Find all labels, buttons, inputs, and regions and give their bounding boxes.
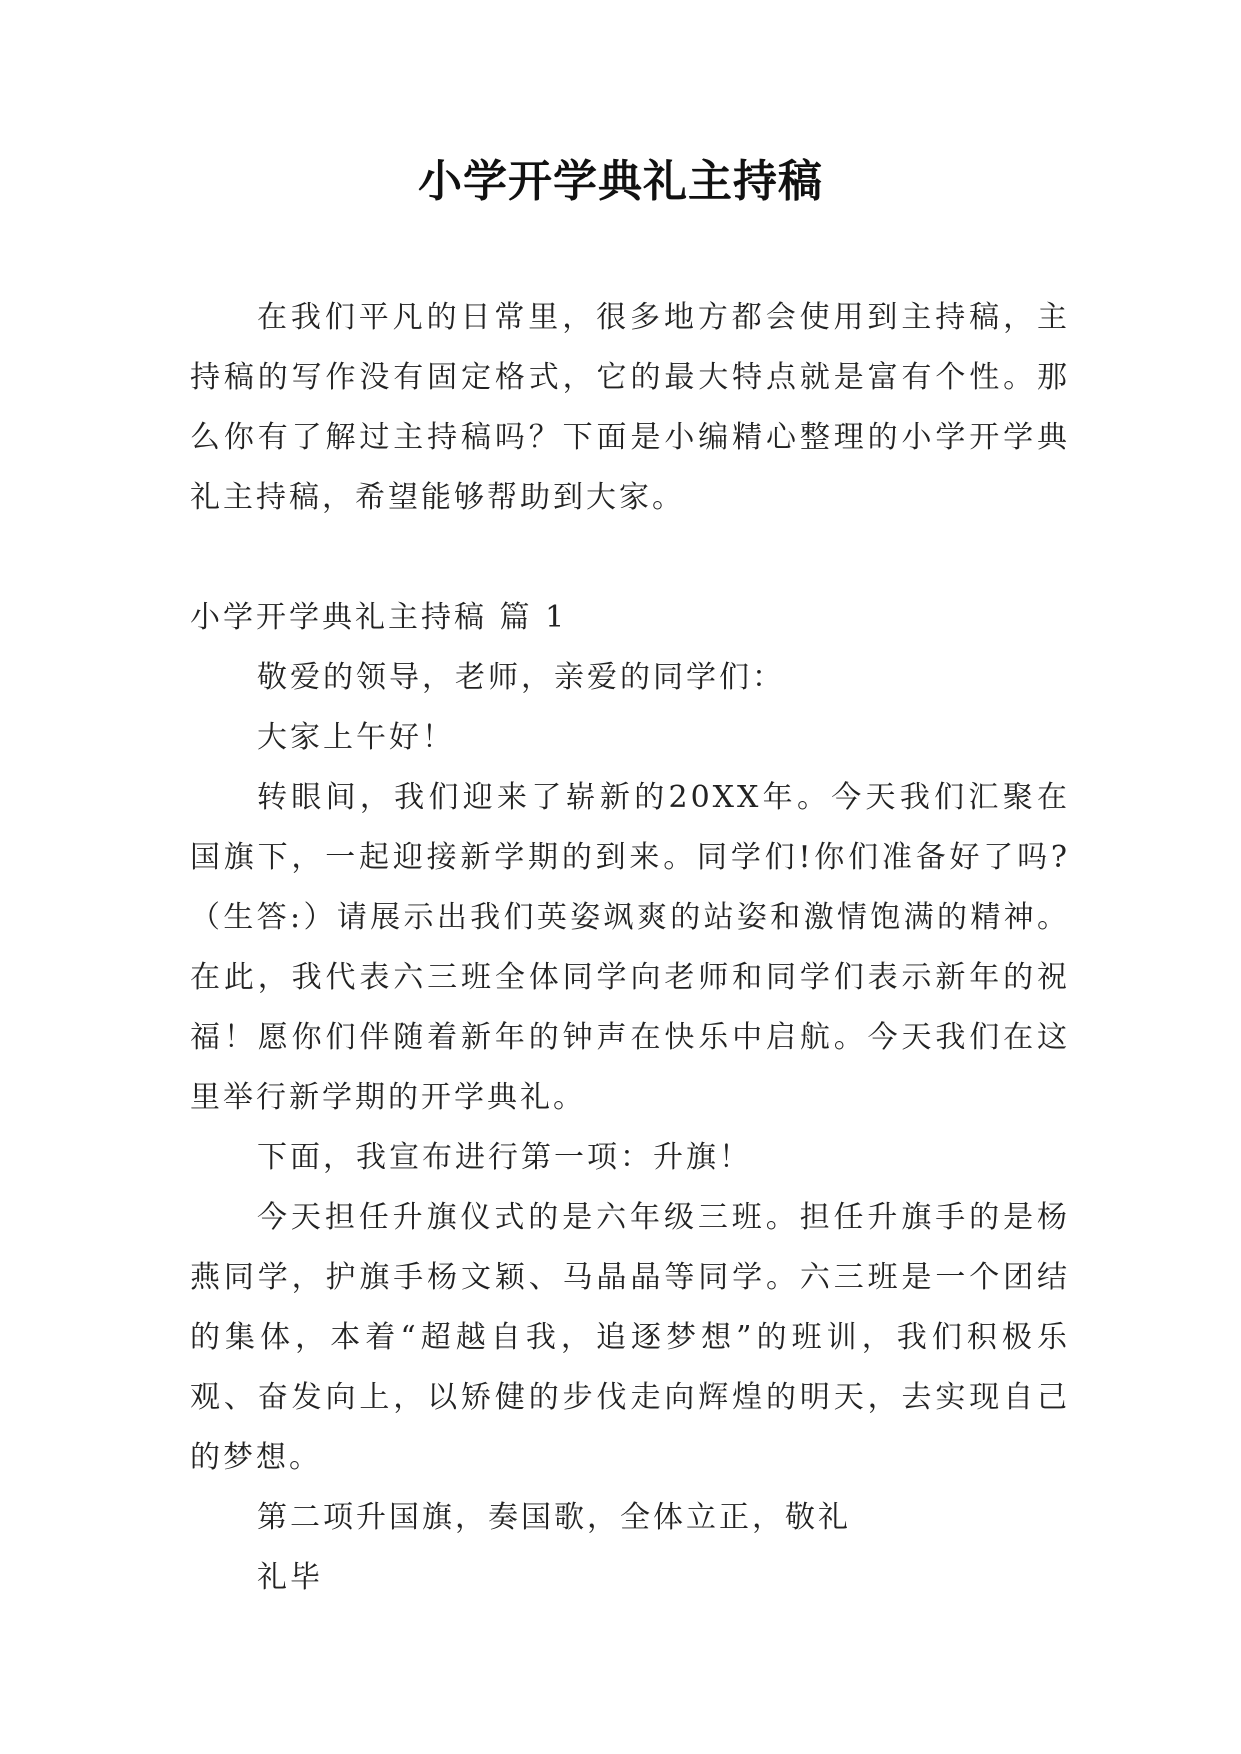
document-title: 小学开学典礼主持稿 <box>418 156 823 207</box>
body-paragraph: 今天担任升旗仪式的是六年级三班。担任升旗手的是杨燕同学，护旗手杨文颖、马晶晶等同学。六三班是一个团结的集体，本着“超越自我，追逐梦想”的班训，我们积极乐观、奋发向上，以矫健的步伐走向辉煌的明天，去实现自己的梦想。 <box>190 1200 1070 1475</box>
section-heading: 小学开学典礼主持稿 篇 1 <box>190 600 568 635</box>
body-paragraph: 下面，我宣布进行第一项：升旗！ <box>257 1140 752 1175</box>
body-paragraph: 礼毕 <box>257 1560 323 1595</box>
salutation-paragraph: 大家上午好！ <box>257 720 455 755</box>
body-paragraph: 转眼间，我们迎来了崭新的20XX年。今天我们汇聚在国旗下，一起迎接新学期的到来。同学们!你们准备好了吗?（生答:）请展示出我们英姿飒爽的站姿和激情饱满的精神。在此，我代表六三班全体同学向老师和同学们表示新年的祝福！愿你们伴随着新年的钟声在快乐中启航。今天我们在这里举行新学期的开学典礼。 <box>190 780 1070 1115</box>
paragraph-spacer <box>190 528 1070 588</box>
body-paragraph: 第二项升国旗，奏国歌，全体立正，敬礼 <box>257 1500 851 1535</box>
intro-paragraph: 在我们平凡的日常里，很多地方都会使用到主持稿，主持稿的写作没有固定格式，它的最大特点就是富有个性。那么你有了解过主持稿吗？下面是小编精心整理的小学开学典礼主持稿，希望能够帮助到大家。 <box>190 300 1070 515</box>
document-body <box>190 288 1070 1608</box>
greeting-paragraph: 敬爱的领导，老师，亲爱的同学们： <box>257 660 785 695</box>
